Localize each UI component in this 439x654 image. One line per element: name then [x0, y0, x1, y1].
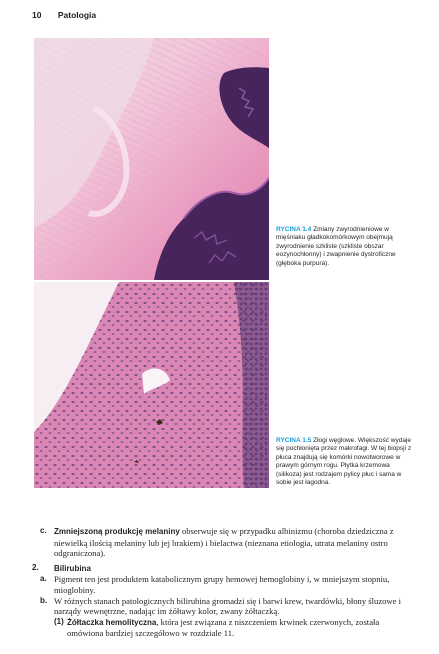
list-marker: c.: [40, 526, 47, 535]
list-marker: b.: [40, 595, 48, 605]
figure-label: RYCINA 1.4: [276, 226, 312, 233]
figure-1-4-micrograph: [34, 38, 269, 280]
list-item-c: [32, 526, 412, 559]
micrograph-lung-anthracosis-image: [34, 282, 269, 488]
list-item-2b: [32, 596, 412, 617]
term: Żółtaczka hemolityczna: [67, 617, 157, 627]
micrograph-leiomyoma-image: [34, 38, 269, 280]
item-text: , która jest związana z niszczeniem krwinek czerwonych, została omówiona bardziej szczegółowo w rozdziale 11.: [67, 616, 380, 639]
item-text: W różnych stanach patologicznych bilirubina gromadzi się i barwi krew, twardówki, błony śluzowe i narządy wewnętrzne, nadając im żółtawy kolor, zwany żółtaczką.: [54, 595, 401, 617]
figure-1-4-caption: [276, 226, 414, 268]
item-text: Pigment ten jest produktem katabolicznym grupy hemowej hemoglobiny i, w mniejszym stopniu, mioglobiny.: [54, 574, 390, 595]
figure-1-5-micrograph: [34, 282, 269, 488]
list-marker: (1): [54, 616, 64, 626]
item-text: obserwuje się w przypadku albinizmu (choroba dziedziczna z niewielką ilością melaniny lub jej brakiem) i bielactwa (nieznana etiologia, utrata melaniny ostro odgraniczona).: [54, 526, 394, 559]
figure-1-5-caption: [276, 437, 414, 487]
section-term: Bilirubina: [54, 563, 91, 573]
list-marker: a.: [40, 574, 47, 584]
term: Zmniejszoną produkcję melaniny: [54, 527, 180, 536]
list-item-2a: [32, 574, 412, 595]
running-title: Patologia: [57, 10, 97, 20]
page-number: 10: [32, 10, 42, 20]
caption-text: Zmiany zwyrodnieniowe w mięśniaku gładkokomórkowym obejmują zwyrodnienie szkliste (szkliste obszar eozynochłonny) i zwapnienie dystroficzne (głęboka purpura).: [276, 226, 396, 267]
list-item-2: [32, 563, 412, 575]
body-text: [32, 526, 412, 639]
list-item-2b1: [32, 617, 412, 639]
caption-text: Złogi węglowe. Większość wydaje się pochłonięta przez makrofagi. W tej biopsji z płuca znajdują się komórki nowotworowe w prawym górnym rogu. Płytka krzemowa (silikoza) jest rodzajem pylicy płuc i sama w sobie jest łagodna.: [276, 437, 412, 487]
list-marker: 2.: [32, 562, 39, 572]
figure-label: RYCINA 1.5: [276, 437, 312, 444]
running-header: [32, 10, 96, 20]
